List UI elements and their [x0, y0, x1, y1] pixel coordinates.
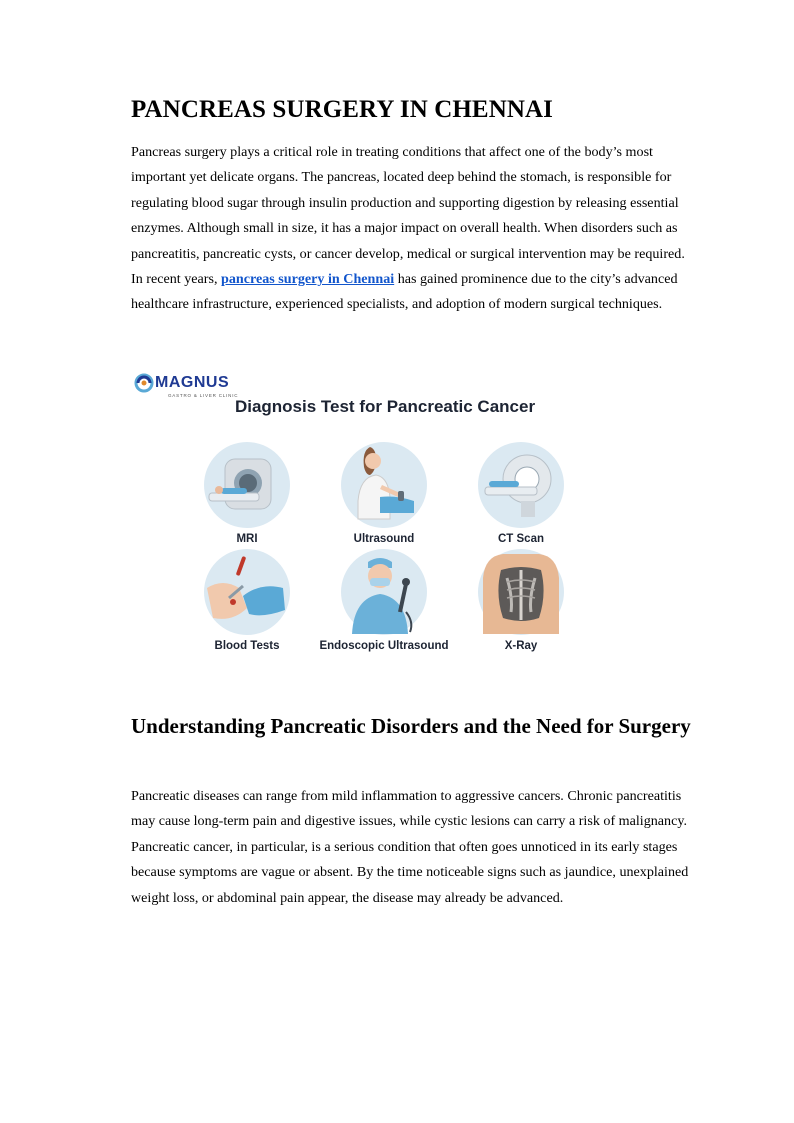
infographic-title: Diagnosis Test for Pancreatic Cancer	[234, 397, 536, 416]
ct-scanner-icon	[477, 441, 565, 529]
test-label: X-Ray	[504, 640, 538, 652]
diagnosis-infographic	[130, 365, 590, 665]
test-label: Blood Tests	[214, 640, 280, 652]
test-ct-scan	[446, 441, 596, 545]
intro-paragraph	[131, 140, 697, 318]
test-ultrasound	[309, 441, 459, 545]
blood-test-icon	[203, 548, 291, 636]
intro-text-after-link: has gained prominence due to the city’s advanced healthcare infrastructure, experienced specialists, and adoption of modern surgical techniques.	[131, 271, 678, 313]
logo-text: MAGNUS	[155, 374, 230, 391]
mri-scanner-icon	[203, 441, 291, 529]
test-label: Endoscopic Ultrasound	[319, 640, 449, 652]
magnus-logo-icon	[134, 373, 154, 393]
xray-chest-icon	[477, 548, 565, 636]
endoscope-icon	[340, 548, 428, 636]
intro-text-before-link: Pancreas surgery plays a critical role in treating conditions that affect one of the body’s most important yet delicate organs. The pancreas, located deep behind the stomach, is responsible for regulating blood sugar through insulin production and supporting digestion by releasing essential enzymes. Although small in size, it has a major impact on overall health. When disorders such as pancreatitis, pancreatic cysts, or cancer develop, medical or surgical intervention may be required. In recent years,	[131, 144, 685, 288]
test-x-ray	[446, 548, 596, 652]
test-blood-tests	[172, 548, 322, 652]
test-label: MRI	[236, 533, 258, 545]
page-title: PANCREAS SURGERY IN CHENNAI	[131, 96, 553, 123]
test-endoscopic-ultrasound	[309, 548, 459, 652]
test-mri	[172, 441, 322, 545]
magnus-logo	[134, 371, 244, 399]
pancreas-surgery-link[interactable]: pancreas surgery in Chennai	[221, 271, 395, 288]
test-label: Ultrasound	[353, 533, 415, 545]
ultrasound-icon	[340, 441, 428, 529]
section-heading: Understanding Pancreatic Disorders and the Need for Surgery	[131, 714, 691, 738]
section-paragraph: Pancreatic diseases can range from mild inflammation to aggressive cancers. Chronic pancreatitis may cause long-term pain and digestive issues, while cystic lesions can carry a risk of malignancy. Pancreatic cancer, in particular, is a serious condition that often goes unnoticed in its early stages because symptoms are vague or absent. By the time noticeable signs such as jaundice, unexplained weight loss, or abdominal pain appear, the disease may already be advanced.	[131, 788, 689, 906]
logo-subtext: GASTRO & LIVER CLINIC	[168, 393, 239, 398]
test-label: CT Scan	[497, 533, 544, 545]
